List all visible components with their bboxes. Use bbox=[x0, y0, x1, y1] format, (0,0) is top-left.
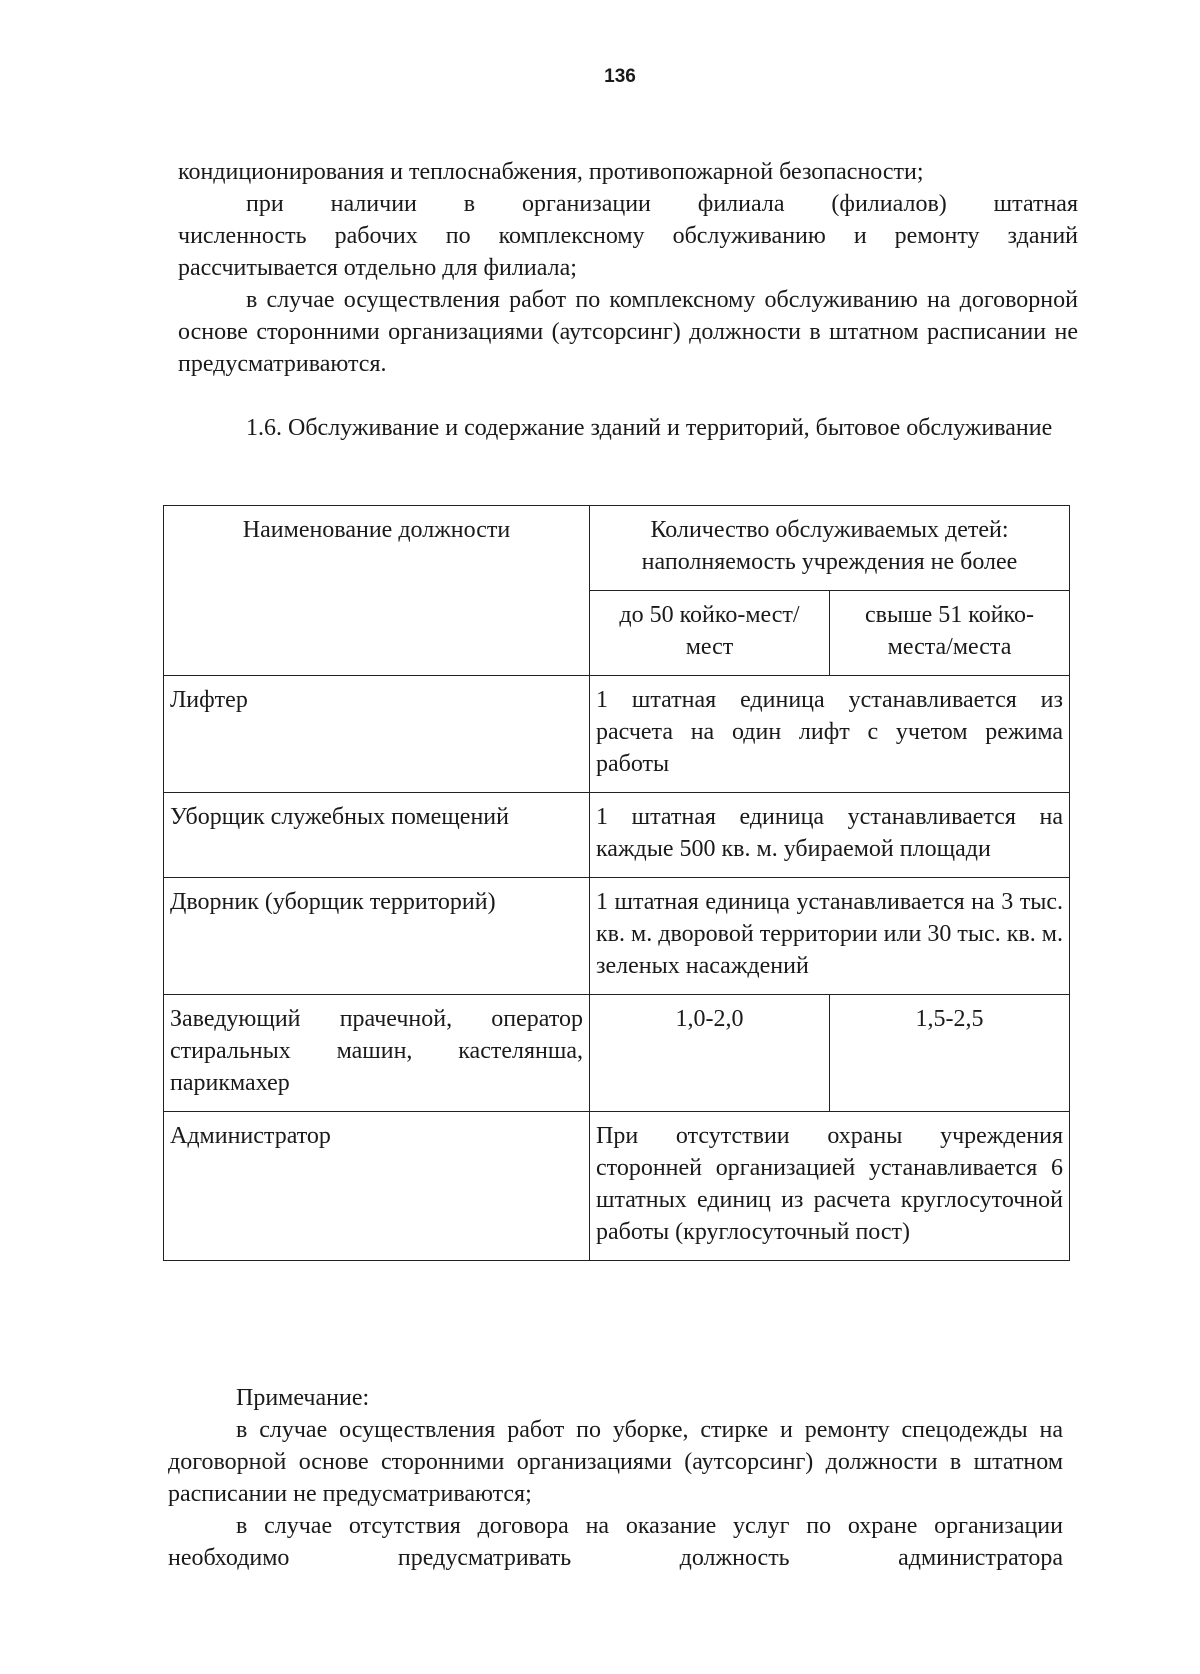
position-cell: Дворник (уборщик территорий) bbox=[164, 878, 590, 995]
value-cell: При отсутствии охраны учреждения сторонней организацией устанавливается 6 штатных единиц из расчета круглосуточной работы (круглосуточный пост) bbox=[590, 1112, 1070, 1261]
section-title: 1.6. Обслуживание и содержание зданий и территорий, бытовое обслуживание bbox=[246, 415, 1053, 441]
table-row bbox=[164, 1112, 1070, 1261]
table-header-row bbox=[164, 506, 1070, 591]
position-cell: Заведующий прачечной, оператор стиральных машин, кастелянша, парикмахер bbox=[164, 995, 590, 1112]
note-paragraph: в случае осуществления работ по уборке, стирке и ремонту спецодежды на договорной основе сторонними организациями (аутсорсинг) должности в штатном расписании не предусматриваются; bbox=[168, 1417, 1063, 1507]
value-cell-col2: 1,5-2,5 bbox=[830, 995, 1070, 1112]
intro-text bbox=[178, 156, 1078, 380]
table-row bbox=[164, 878, 1070, 995]
section-heading bbox=[178, 412, 1078, 444]
page-number: 136 bbox=[604, 66, 636, 87]
subheader-col1: до 50 койко-мест/мест bbox=[590, 591, 830, 676]
note-block bbox=[168, 1382, 1063, 1574]
table-row bbox=[164, 676, 1070, 793]
position-cell: Уборщик служебных помещений bbox=[164, 793, 590, 878]
note-title: Примечание: bbox=[236, 1385, 370, 1411]
header-position: Наименование должности bbox=[164, 506, 590, 676]
table-row bbox=[164, 793, 1070, 878]
note-paragraph: в случае отсутствия договора на оказание услуг по охране организации необходимо предусматривать должность администратора bbox=[168, 1513, 1063, 1571]
value-cell: 1 штатная единица устанавливается из расчета на один лифт с учетом режима работы bbox=[590, 676, 1070, 793]
intro-line: кондиционирования и теплоснабжения, противопожарной безопасности; bbox=[178, 159, 924, 185]
staffing-table bbox=[163, 505, 1070, 1261]
value-cell-col1: 1,0-2,0 bbox=[590, 995, 830, 1112]
position-cell: Администратор bbox=[164, 1112, 590, 1261]
table-row bbox=[164, 995, 1070, 1112]
value-cell: 1 штатная единица устанавливается на 3 тыс. кв. м. дворовой территории или 30 тыс. кв. м. зеленых насаждений bbox=[590, 878, 1070, 995]
header-quantity: Количество обслуживаемых детей: наполняемость учреждения не более bbox=[590, 506, 1070, 591]
intro-paragraph-start: при наличии в организации филиала (филиалов) штатная bbox=[246, 191, 1078, 217]
intro-paragraph-rest: численность рабочих по комплексному обслуживанию и ремонту зданий рассчитывается отдельно для филиала; bbox=[178, 223, 1078, 281]
intro-paragraph: в случае осуществления работ по комплексному обслуживанию на договорной основе сторонними организациями (аутсорсинг) должности в штатном расписании не предусматриваются. bbox=[178, 287, 1078, 377]
value-cell: 1 штатная единица устанавливается на каждые 500 кв. м. убираемой площади bbox=[590, 793, 1070, 878]
subheader-col2: свыше 51 койко-места/места bbox=[830, 591, 1070, 676]
position-cell: Лифтер bbox=[164, 676, 590, 793]
